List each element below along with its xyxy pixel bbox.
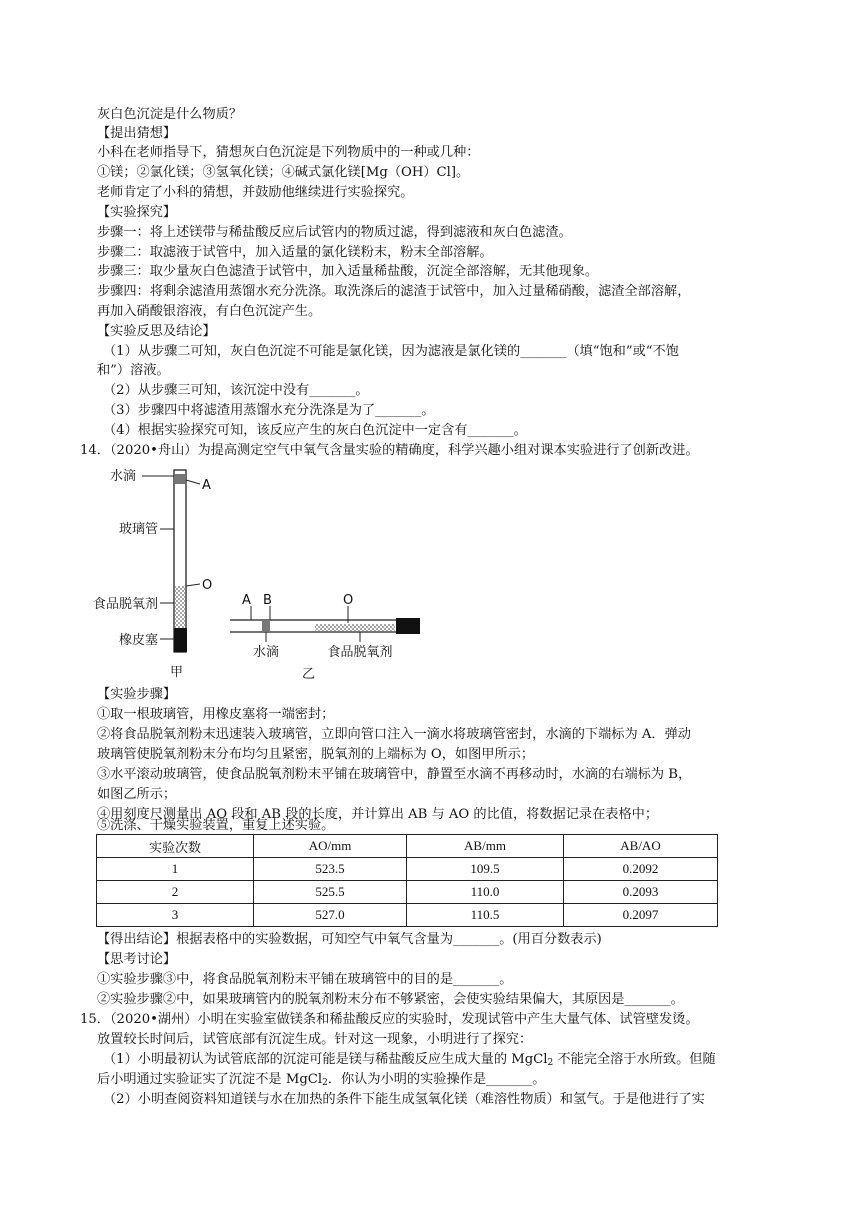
table-cell: 0.2097 (564, 904, 718, 927)
table-cell: 109.5 (407, 858, 564, 881)
water-drop-shape (175, 474, 185, 484)
text-line: 如图乙所示； (97, 787, 177, 802)
caption-yi: 乙 (302, 667, 316, 682)
text-line: 放置较长时间后，试管底部有沉淀生成。针对这一现象，小明进行了探究： (97, 1032, 533, 1047)
section-heading: 【提出猜想】 (97, 126, 177, 141)
table-row (97, 858, 718, 881)
rubber-stopper-shape-2 (396, 618, 420, 634)
section-heading: 【思考讨论】 (97, 952, 177, 967)
text-span: ．你认为小明的实验操作是_______。 (327, 1072, 546, 1087)
question-line: （4）根据实验探究可知，该反应产生的灰白色沉淀中一定含有_______。 (103, 423, 527, 438)
header-cell: AB/mm (407, 835, 564, 858)
header-cell: AO/mm (254, 835, 407, 858)
table-cell: 1 (97, 858, 254, 881)
table-cell: 0.2092 (564, 858, 718, 881)
text-line: 步骤二：取滤液于试管中，加入适量的氯化镁粉末，粉末全部溶解。 (97, 245, 493, 260)
figure-yi (230, 593, 420, 682)
text-span: 后小明通过实验证实了沉淀不是 MgCl (97, 1072, 323, 1087)
table-cell: 110.5 (407, 904, 564, 927)
text-line: ⑤洗涤、干燥实验装置，重复上述实验。 (97, 818, 335, 833)
text-line: 和”）溶液。 (97, 363, 170, 378)
text-line: 老师肯定了小科的猜想，并鼓励他继续进行实验探究。 (97, 185, 414, 200)
text-line: 再加入硝酸银溶液，有白色沉淀产生。 (97, 304, 322, 319)
table-cell: 2 (97, 881, 254, 904)
caption-jia: 甲 (170, 665, 184, 680)
text-line: 小科在老师指导下，猜想灰白色沉淀是下列物质中的一种或几种： (97, 145, 480, 160)
text-line: 玻璃管使脱氧剂粉末分布均匀且紧密，脱氧剂的上端标为 O，如图甲所示； (97, 747, 535, 762)
subscript: 2 (547, 1058, 554, 1068)
label-water-drop: 水滴 (109, 469, 136, 484)
label-o: O (202, 578, 213, 593)
text-span: 不能完全溶于水所致。但随 (553, 1052, 716, 1067)
table-cell: 110.0 (407, 881, 564, 904)
table-cell: 0.2093 (564, 881, 718, 904)
question-line: （2）小明查阅资料知道镁与水在加热的条件下能生成氢氧化镁（难溶性物质）和氢气。于是他进行了实 (103, 1092, 705, 1107)
text-line: 【得出结论】根据表格中的实验数据，可知空气中氧气含量为_______。(用百分数表示) (97, 932, 602, 947)
text-line: ①实验步骤③中，将食品脱氧剂粉末平铺在玻璃管中的目的是_______。 (97, 972, 513, 987)
table-cell: 525.5 (254, 881, 407, 904)
text-line: ④用刻度尺测量出 AO 段和 AB 段的长度，并计算出 AB 与 AO 的比值，将数据记录在表格中； (97, 807, 659, 822)
section-heading: 【实验步骤】 (97, 687, 177, 702)
text-line: ②将食品脱氧剂粉末迅速装入玻璃管，立即向管口注入一滴水将玻璃管密封，水滴的下端标为 A．弹动 (97, 727, 691, 742)
label-deoxidizer-2: 食品脱氧剂 (327, 645, 393, 660)
text-line: 步骤三：取少量灰白色滤渣于试管中，加入适量稀盐酸，沉淀全部溶解，无其他现象。 (97, 264, 599, 279)
text-span: （1）小明最初认为试管底部的沉淀可能是镁与稀盐酸反应生成大量的 MgCl (103, 1052, 548, 1067)
text-line: 步骤四：将剩余滤渣用蒸馏水充分洗涤。取洗涤后的滤渣于试管中，加入过量稀硝酸，滤渣全部溶解， (97, 284, 691, 299)
text-line: ①取一根玻璃管，用橡皮塞将一端密封； (97, 707, 335, 722)
header-cell: AB/AO (564, 835, 718, 858)
question-line: （3）步骤四中将滤渣用蒸馏水充分洗涤是为了_______。 (103, 403, 435, 418)
rubber-stopper-shape (174, 628, 187, 652)
table-cell: 523.5 (254, 858, 407, 881)
text-line: ①镁；②氯化镁；③氢氧化镁；④碱式氯化镁[Mg（OH）Cl]。 (97, 165, 470, 180)
label-water-drop-2: 水滴 (252, 645, 280, 660)
table-row (97, 904, 718, 927)
label-deoxidizer: 食品脱氧剂 (92, 597, 158, 612)
table-cell: 3 (97, 904, 254, 927)
subscript: 2 (322, 1078, 328, 1088)
deoxidizer-powder-flat (315, 624, 395, 631)
header-cell: 实验次数 (97, 835, 254, 858)
section-heading: 【实验反思及结论】 (97, 324, 216, 339)
label-b: B (263, 593, 272, 608)
question-line: （2）从步骤三可知，该沉淀中没有_______。 (103, 383, 369, 398)
apparatus-figure (90, 462, 450, 684)
table-cell: 527.0 (254, 904, 407, 927)
label-a: A (202, 478, 211, 493)
text-line: ②实验步骤②中，如果玻璃管内的脱氧剂粉末分布不够紧密，会使实验结果偏大，其原因是_______。 (97, 992, 684, 1007)
label-glass-tube: 玻璃管 (118, 522, 158, 537)
text-line: 步骤一：将上述镁带与稀盐酸反应后试管内的物质过滤，得到滤液和灰白色滤渣。 (97, 225, 572, 240)
text-line: ③水平滚动玻璃管，使食品脱氧剂粉末平铺在玻璃管中，静置至水滴不再移动时，水滴的右端标为 B， (97, 767, 692, 782)
water-drop-shape-2 (262, 621, 270, 631)
data-table (96, 834, 718, 927)
figure-jia (93, 468, 212, 680)
table-row (97, 881, 718, 904)
label-a-2: A (242, 593, 251, 608)
question-14-title: 14．（2020•舟山）为提高测定空气中氧气含量实验的精确度，科学兴趣小组对课本实验进行了创新改进。 (80, 443, 699, 458)
deoxidizer-powder (175, 586, 185, 628)
question-15-title: 15．（2020•湖州）小明在实验室做镁条和稀盐酸反应的实验时，发现试管中产生大量气体、试管壁发烫。 (80, 1012, 699, 1027)
label-o-2: O (343, 593, 354, 608)
label-rubber-stopper: 橡皮塞 (118, 633, 158, 648)
question-line: （1）从步骤二可知，灰白色沉淀不可能是氯化镁，因为滤液是氯化镁的_______（填“饱和”或“不饱 (103, 344, 679, 359)
table-header-row (97, 835, 718, 858)
text-line: 灰白色沉淀是什么物质？ (97, 107, 243, 122)
section-heading: 【实验探究】 (97, 205, 177, 220)
